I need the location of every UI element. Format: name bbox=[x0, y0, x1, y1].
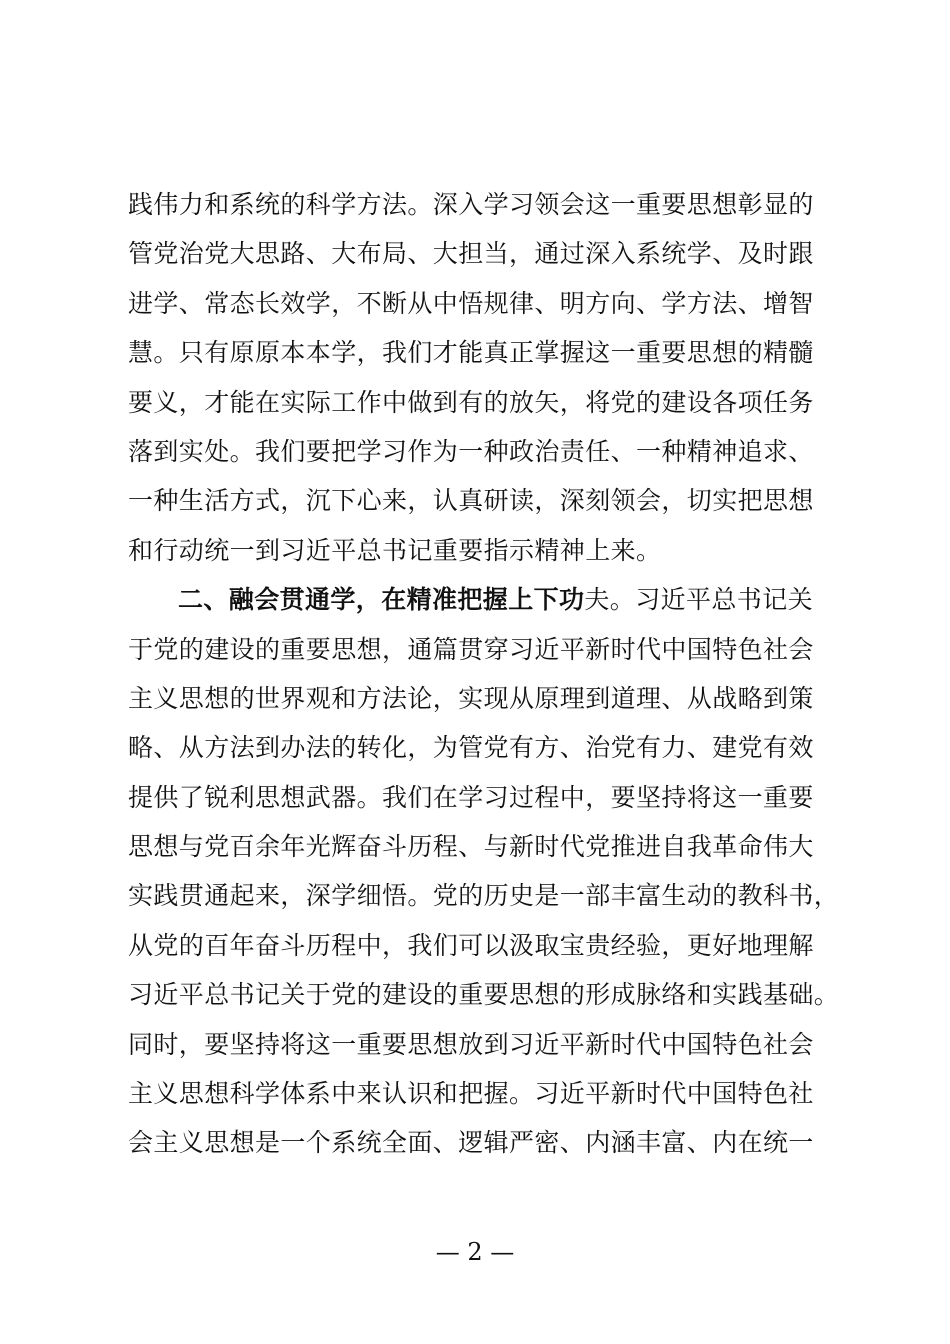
text-line: 一种生活方式，沉下心来，认真研读，深刻领会，切实把思想 bbox=[128, 486, 814, 516]
text-line: 和行动统一到习近平总书记重要指示精神上来。 bbox=[128, 535, 662, 565]
text-line: 思想与党百余年光辉奋斗历程、与新时代党推进自我革命伟大 bbox=[128, 832, 814, 862]
paragraph-2 bbox=[128, 575, 840, 1168]
text-line: 主义思想科学体系中来认识和把握。习近平新时代中国特色社 bbox=[128, 1079, 814, 1109]
text-line: 管党治党大思路、大布局、大担当，通过深入系统学、及时跟 bbox=[128, 239, 814, 269]
text-line: 略、从方法到办法的转化，为管党有方、治党有力、建党有效 bbox=[128, 733, 814, 763]
text-line: 实践贯通起来，深学细悟。党的历史是一部丰富生动的教科书， bbox=[128, 881, 840, 911]
text-line: 践伟力和系统的科学方法。深入学习领会这一重要思想彰显的 bbox=[128, 190, 814, 219]
text-line: 提供了锐利思想武器。我们在学习过程中，要坚持将这一重要 bbox=[128, 782, 814, 812]
text-line: 慧。只有原原本本学，我们才能真正掌握这一重要思想的精髓 bbox=[128, 338, 814, 368]
text-line: 同时，要坚持将这一重要思想放到习近平新时代中国特色社会 bbox=[128, 1029, 814, 1059]
heading-line-rest: 夫。习近平总书记关 bbox=[584, 585, 814, 615]
section-heading-line bbox=[128, 575, 832, 624]
text-line: 进学、常态长效学，不断从中悟规律、明方向、学方法、增智 bbox=[128, 288, 814, 318]
text-line: 主义思想的世界观和方法论，实现从原理到道理、从战略到策 bbox=[128, 683, 814, 713]
text-line: 会主义思想是一个系统全面、逻辑严密、内涵丰富、内在统一 bbox=[128, 1128, 814, 1158]
text-line: 要义，才能在实际工作中做到有的放矢，将党的建设各项任务 bbox=[128, 387, 814, 417]
text-line: 习近平总书记关于党的建设的重要思想的形成脉络和实践基础。 bbox=[128, 980, 840, 1010]
body-text bbox=[128, 180, 840, 1168]
paragraph-1 bbox=[128, 180, 832, 575]
text-line: 落到实处。我们要把学习作为一种政治责任、一种精神追求、 bbox=[128, 436, 814, 466]
text-line: 从党的百年奋斗历程中，我们可以汲取宝贵经验，更好地理解 bbox=[128, 930, 814, 960]
text-line: 于党的建设的重要思想，通篇贯穿习近平新时代中国特色社会 bbox=[128, 634, 814, 664]
section-heading: 二、融会贯通学，在精准把握上下功 bbox=[178, 585, 585, 615]
page-number: — 2 — bbox=[435, 1238, 515, 1266]
